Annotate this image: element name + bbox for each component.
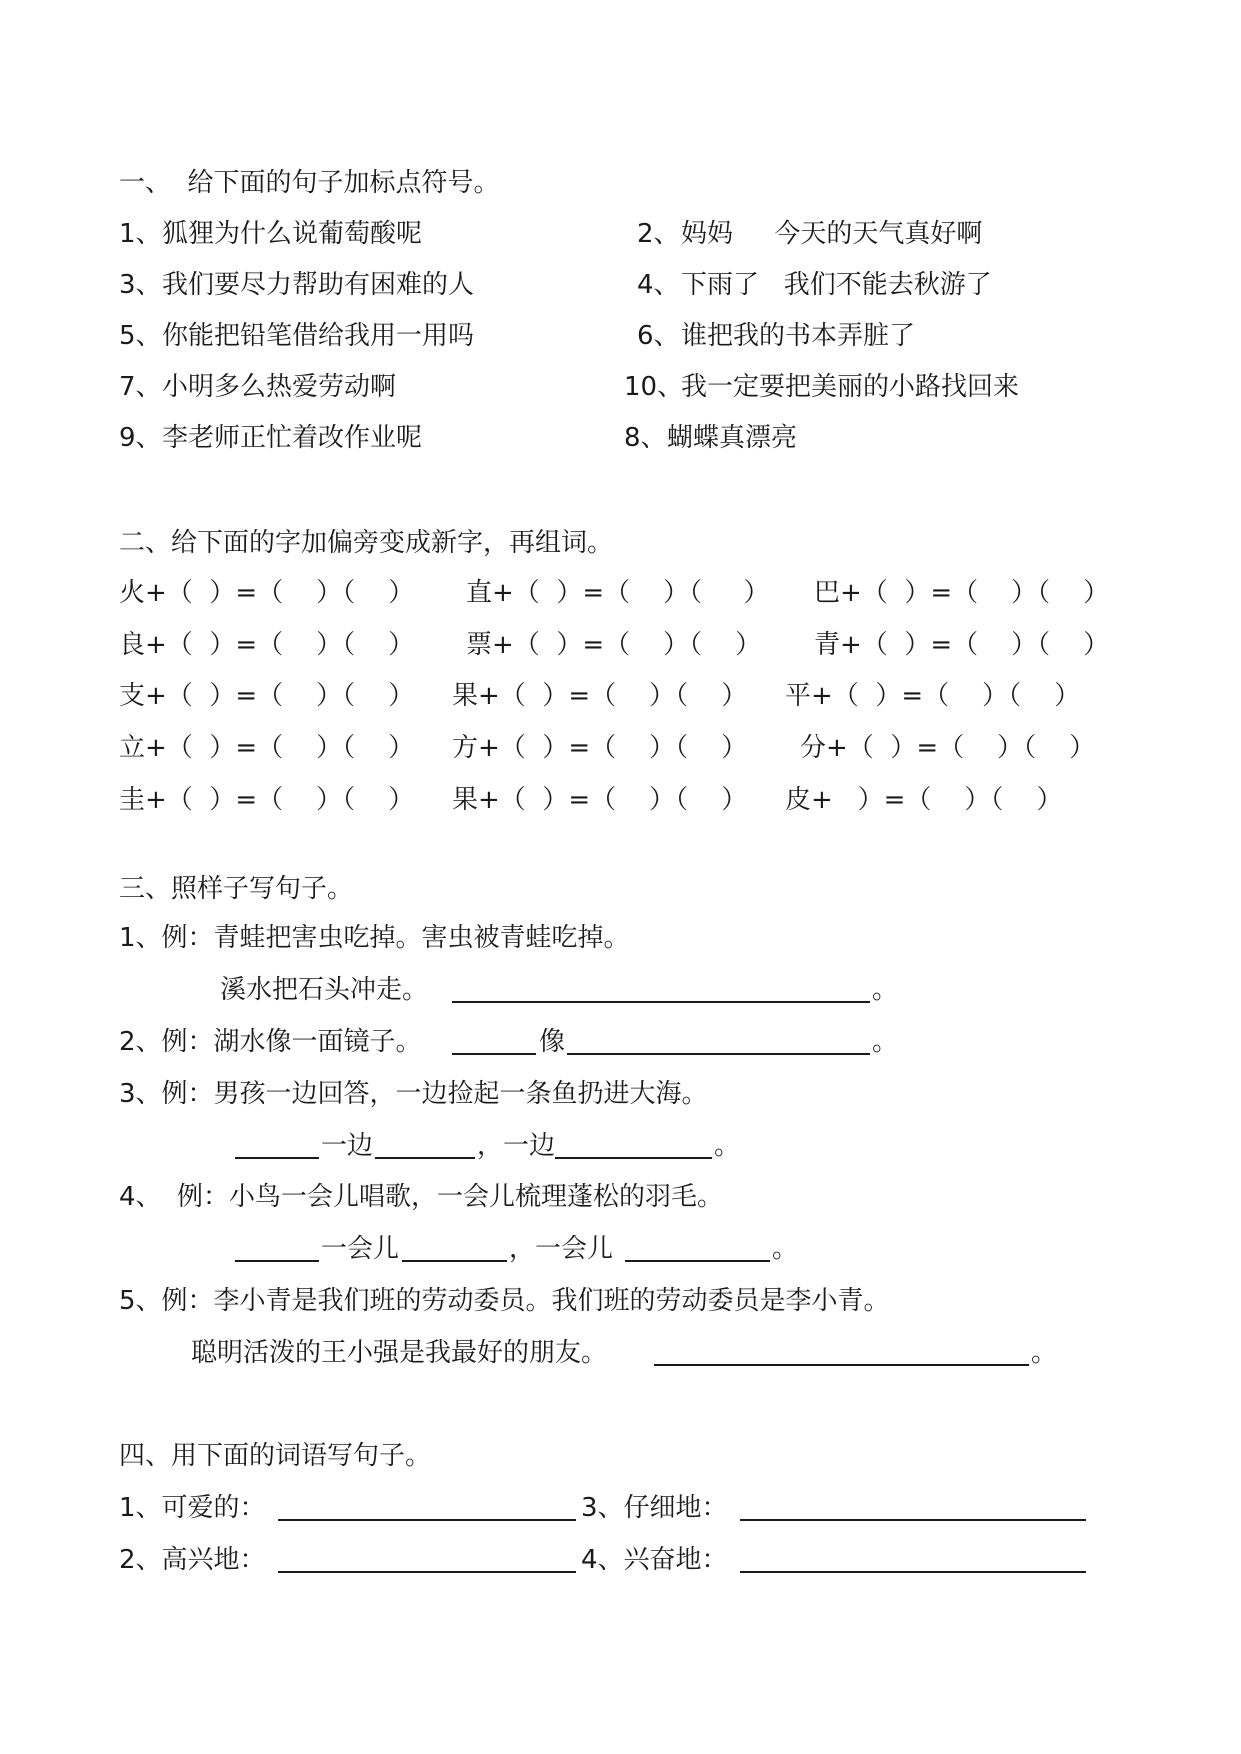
radical-exercise: 良+（ ）=（ ）（ ） [119,630,415,660]
s3-q5-example: 5、例：李小青是我们班的劳动委员。我们班的劳动委员是李小青。 [119,1286,890,1316]
s1-item-text: 妈妈 今天的天气真好啊 [681,219,983,249]
s3-q4-word2: ，一会儿 [509,1234,614,1264]
s3-q3-example: 3、例：男孩一边回答，一边捡起一条鱼扔进大海。 [119,1079,708,1109]
answer-blank[interactable] [452,1001,870,1003]
radical-exercise: 支+（ ）=（ ）（ ） [119,681,415,711]
s1-item-num: 1、 [119,219,162,249]
answer-blank[interactable] [375,1157,475,1159]
s1-item-text: 我们要尽力帮助有困难的人 [162,270,475,300]
s3-q2-end: 。 [872,1027,899,1057]
s3-q3-word1: 一边 [321,1131,374,1161]
answer-blank[interactable] [278,1519,576,1521]
answer-blank[interactable] [654,1364,1029,1366]
radical-exercise: 巴+（ ）=（ ）（ ） [814,578,1110,608]
s1-item-text: 蝴蝶真漂亮 [667,423,798,453]
s3-q4-end: 。 [772,1234,799,1264]
answer-blank[interactable] [235,1157,319,1159]
s1-item-num: 9、 [119,423,162,453]
radical-exercise: 分+（ ）=（ ）（ ） [800,733,1096,763]
s3-q1-example: 1、例：青蛙把害虫吃掉。害虫被青蛙吃掉。 [119,923,630,953]
radical-exercise: 方+（ ）=（ ）（ ） [452,733,748,763]
radical-exercise: 皮+ ）=（ ）（ ） [785,785,1063,815]
s1-item-num: 8、 [624,423,667,453]
s3-q2-prefix: 2、例：湖水像一面镜子。 [119,1027,422,1057]
s4-item-label: 1、可爱的： [119,1493,266,1523]
s1-item-num: 5、 [119,321,162,351]
s1-item-text: 谁把我的书本弄脏了 [681,321,916,351]
radical-exercise: 票+（ ）=（ ）（ ） [466,630,762,660]
s1-item-text: 我一定要把美丽的小路找回来 [681,372,1020,402]
answer-blank[interactable] [740,1571,1086,1573]
section1-heading: 一、 给下面的句子加标点符号。 [119,168,500,198]
s1-item-num: 2、 [637,219,680,249]
s1-item-num: 3、 [119,270,162,300]
s1-item-text: 你能把铅笔借给我用一用吗 [162,321,475,351]
answer-blank[interactable] [452,1053,536,1055]
s3-q3-end: 。 [714,1131,741,1161]
section2-heading: 二、给下面的字加偏旁变成新字，再组词。 [119,528,614,558]
s1-item-text: 李老师正忙着改作业呢 [162,423,423,453]
s3-q4-num: 4、 [119,1182,162,1212]
answer-blank[interactable] [278,1571,576,1573]
radical-exercise: 圭+（ ）=（ ）（ ） [119,785,415,815]
radical-exercise: 立+（ ）=（ ）（ ） [119,733,415,763]
s1-item-num: 4、 [637,270,680,300]
s3-q1-end: 。 [872,975,899,1005]
radical-exercise: 果+（ ）=（ ）（ ） [452,681,748,711]
s3-q3-word2: ，一边 [477,1131,556,1161]
answer-blank[interactable] [740,1519,1086,1521]
answer-blank[interactable] [235,1260,319,1262]
s4-item-label: 4、兴奋地： [581,1545,728,1575]
s3-q1-prompt: 溪水把石头冲走。 [220,975,429,1005]
radical-exercise: 青+（ ）=（ ）（ ） [814,630,1110,660]
s3-q4-example: 例：小鸟一会儿唱歌，一会儿梳理蓬松的羽毛。 [177,1182,724,1212]
s1-item-text: 小明多么热爱劳动啊 [162,372,397,402]
s1-item-text: 狐狸为什么说葡萄酸呢 [162,219,423,249]
answer-blank[interactable] [625,1260,770,1262]
answer-blank[interactable] [567,1053,870,1055]
radical-exercise: 火+（ ）=（ ）（ ） [119,578,415,608]
s1-item-num: 6、 [637,321,680,351]
radical-exercise: 果+（ ）=（ ）（ ） [452,785,748,815]
s1-item-text: 下雨了 我们不能去秋游了 [681,270,992,300]
s1-item-num: 7、 [119,372,162,402]
s3-q4-word1: 一会儿 [321,1234,400,1264]
s4-item-label: 3、仔细地： [581,1493,728,1523]
s4-item-label: 2、高兴地： [119,1545,266,1575]
s3-q2-mid: 像 [539,1027,566,1057]
radical-exercise: 直+（ ）=（ ）（ ） [466,578,770,608]
answer-blank[interactable] [555,1157,712,1159]
s3-q5-end: 。 [1031,1338,1058,1368]
section3-heading: 三、照样子写句子。 [119,874,354,904]
s1-item-num: 10、 [624,372,684,402]
section4-heading: 四、用下面的词语写句子。 [119,1441,432,1471]
radical-exercise: 平+（ ）=（ ）（ ） [785,681,1081,711]
answer-blank[interactable] [402,1260,507,1262]
s3-q5-prompt: 聪明活泼的王小强是我最好的朋友。 [191,1338,608,1368]
